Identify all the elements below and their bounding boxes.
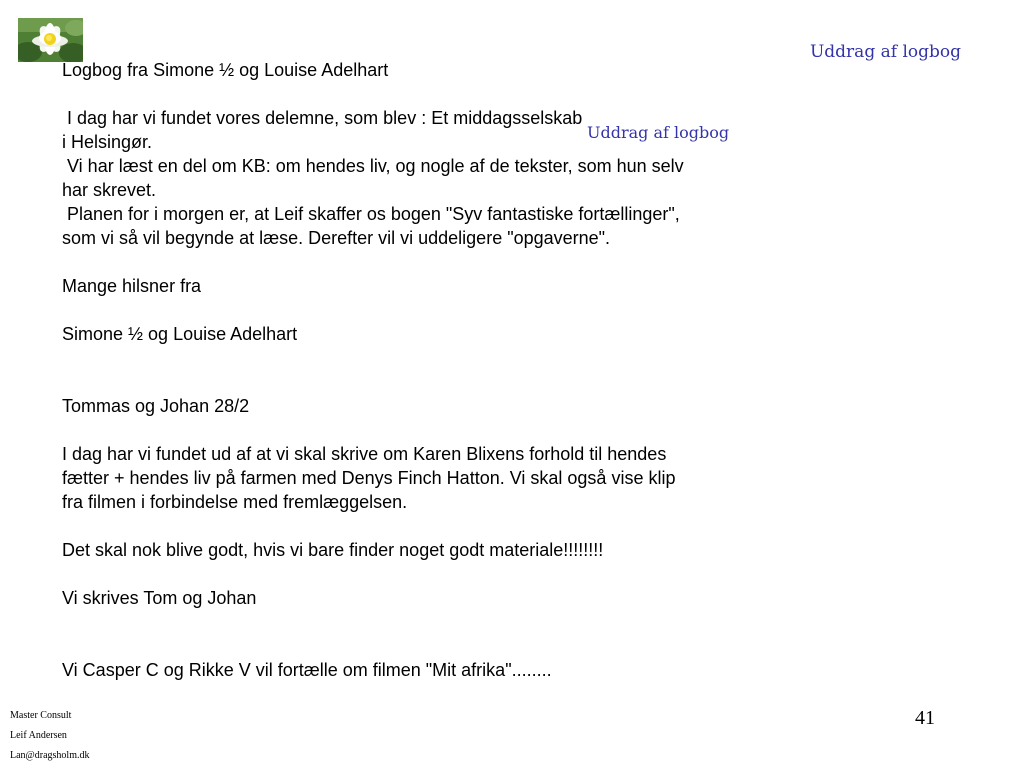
text-line — [62, 562, 762, 586]
slide-title-mid: Uddrag af logbog — [587, 123, 730, 142]
logbook-text — [62, 58, 762, 682]
text-line: I dag har vi fundet vores delemne, som blev : Et middagsselskab — [62, 108, 583, 128]
footer-company: Master Consult — [10, 710, 72, 721]
footer-name: Leif Andersen — [10, 730, 67, 741]
text-line: i Helsingør. — [62, 132, 153, 152]
text-line — [62, 610, 762, 634]
text-line — [62, 370, 762, 394]
text-line — [62, 418, 762, 442]
text-line — [62, 298, 762, 322]
text-line — [62, 82, 762, 106]
text-line: fætter + hendes liv på farmen med Denys Finch Hatton. Vi skal også vise klip — [62, 468, 676, 488]
footer-contact — [10, 710, 89, 770]
text-line: Det skal nok blive godt, hvis vi bare finder noget godt materiale!!!!!!!! — [62, 540, 604, 560]
text-line: har skrevet. — [62, 180, 157, 200]
text-line: Vi skrives Tom og Johan — [62, 588, 257, 608]
text-line: Mange hilsner fra — [62, 276, 202, 296]
text-line — [62, 514, 762, 538]
page-number: 41 — [915, 707, 935, 729]
text-line — [62, 346, 762, 370]
text-line: Vi Casper C og Rikke V vil fortælle om filmen "Mit afrika"........ — [62, 660, 552, 680]
text-line: Vi har læst en del om KB: om hendes liv, og nogle af de tekster, som hun selv — [62, 156, 684, 176]
water-lily-logo — [18, 18, 83, 62]
text-line: I dag har vi fundet ud af at vi skal skrive om Karen Blixens forhold til hendes — [62, 444, 667, 464]
text-line: fra filmen i forbindelse med fremlæggelsen. — [62, 492, 408, 512]
slide-title-top: Uddrag af logbog — [809, 42, 961, 62]
text-line: Simone ½ og Louise Adelhart — [62, 324, 298, 344]
water-lily-icon — [18, 18, 83, 62]
footer-email: Lan@dragsholm.dk — [10, 750, 90, 761]
text-line: Tommas og Johan 28/2 — [62, 396, 250, 416]
text-line: Logbog fra Simone ½ og Louise Adelhart — [62, 60, 389, 80]
text-line: som vi så vil begynde at læse. Derefter vil vi uddeligere "opgaverne". — [62, 228, 611, 248]
text-line — [62, 250, 762, 274]
text-line — [62, 634, 762, 658]
text-line: Planen for i morgen er, at Leif skaffer os bogen "Syv fantastiske fortællinger", — [62, 204, 680, 224]
